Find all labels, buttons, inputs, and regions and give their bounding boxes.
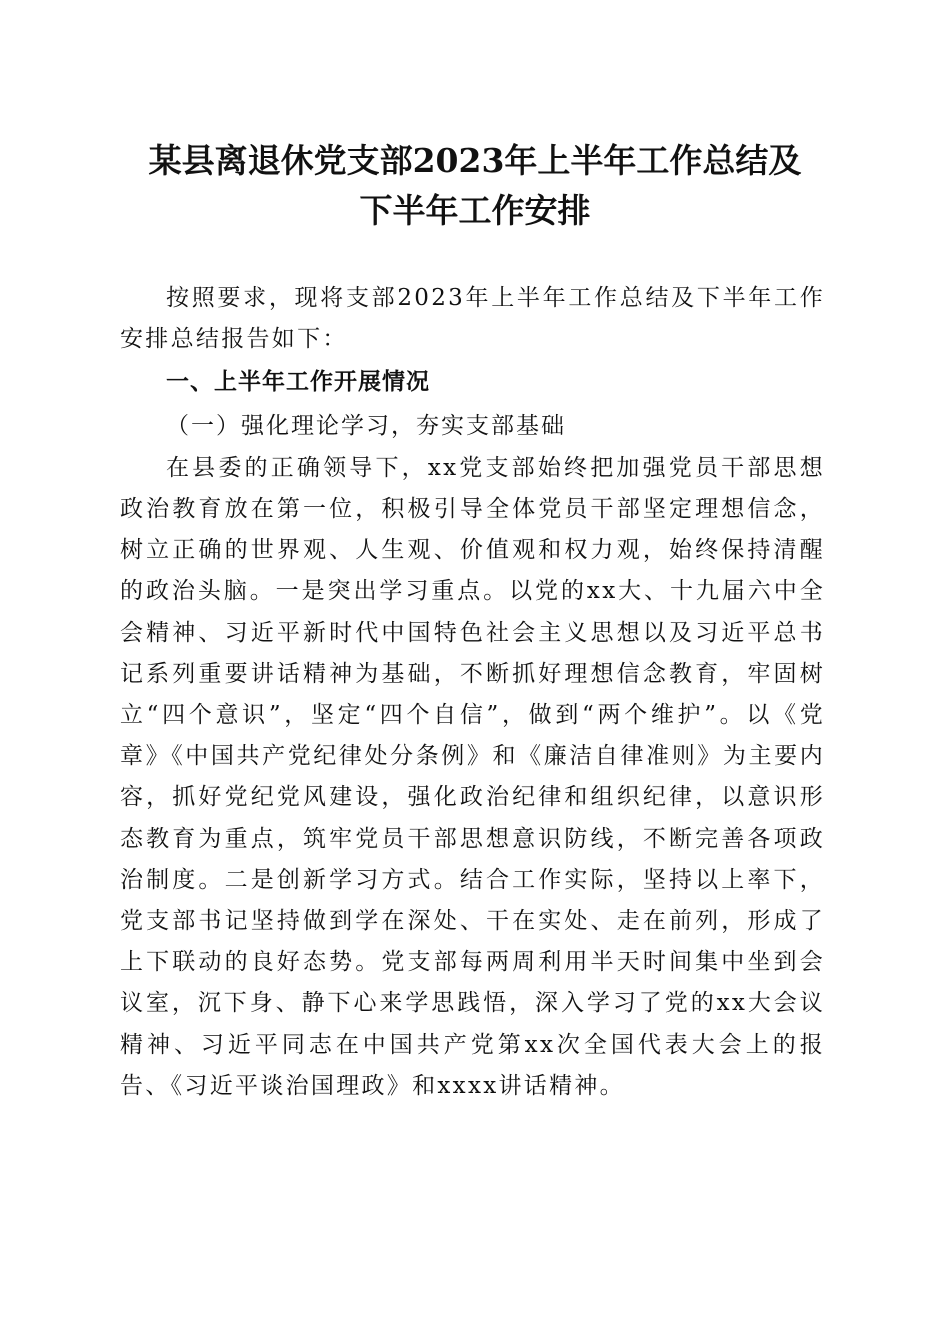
document-body (120, 278, 825, 1107)
document-title (110, 136, 840, 236)
section-heading-1: 一、上半年工作开展情况 (166, 369, 430, 396)
title-line-2: 下半年工作安排 (359, 191, 591, 230)
body-paragraph-1: 在县委的正确领导下，xx党支部始终把加强党员干部思想政治教育放在第一位，积极引导全体党员干部坚定理想信念，树立正确的世界观、人生观、价值观和权力观，始终保持清醒的政治头脑。一是突出学习重点。以党的xx大、十九届六中全会精神、习近平新时代中国特色社会主义思想以及习近平总书记系列重要讲话精神为基础，不断抓好理想信念教育，牢固树立“四个意识”，坚定“四个自信”，做到“两个维护”。以《党章》《中国共产党纪律处分条例》和《廉洁自律准则》为主要内容，抓好党纪党风建设，强化政治纪律和组织纪律，以意识形态教育为重点，筑牢党员干部思想意识防线，不断完善各项政治制度。二是创新学习方式。结合工作实际，坚持以上率下，党支部书记坚持做到学在深处、干在实处、走在前列，形成了上下联动的良好态势。党支部每两周利用半天时间集中坐到会议室，沉下身、静下心来学思践悟，深入学习了党的xx大会议精神、习近平同志在中国共产党第xx次全国代表大会上的报告、《习近平谈治国理政》和xxxx讲话精神。 (120, 454, 825, 1099)
subsection-heading-1: （一）强化理论学习，夯实支部基础 (166, 412, 566, 439)
intro-paragraph: 按照要求，现将支部2023年上半年工作总结及下半年工作安排总结报告如下： (120, 285, 825, 353)
title-line-1: 某县离退休党支部2023年上半年工作总结及 (148, 141, 802, 180)
